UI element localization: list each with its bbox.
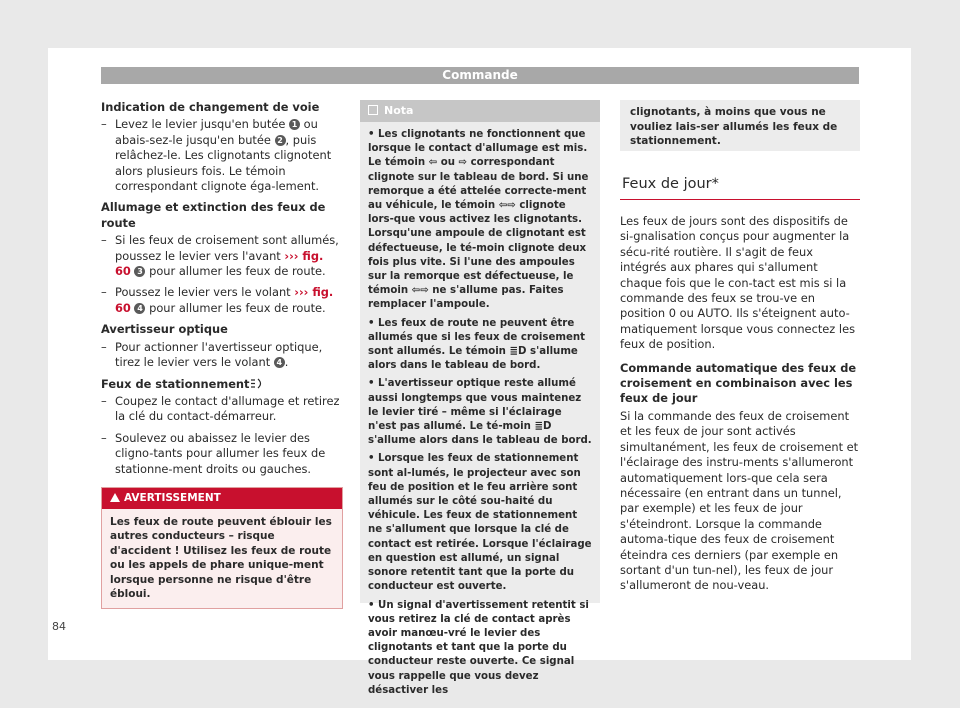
note-paragraph: • Lorsque les feux de stationnement sont al-lumés, le projecteur avec son feu de position et le feu arrière sont allumés sur le côté sou-haité du véhicule. Les feux de stationnement ne s'allument que lorsque la clé de contact est retirée. Lorsque l'éclairage en question est allumé, un signal sonore retentit tant que la porte du conducteur est ouverte. (368, 453, 592, 593)
parking-light-icon (250, 378, 264, 389)
column-left (101, 100, 343, 609)
list-dash: – (101, 285, 107, 300)
figure-reference-link[interactable]: ››› fig. 60 (115, 248, 324, 279)
warning-box (101, 487, 343, 609)
note-box (360, 100, 600, 696)
note-paragraph: • Un signal d'avertissement retentit si vous retirez la clé de contact après avoir manœu-vré le levier des clignotants et tant que la porte du conducteur reste ouverte. Ce signal vous rappelle que vous devez désactiver les (368, 599, 589, 696)
callout-number: 3 (134, 266, 145, 277)
warning-triangle-icon (110, 493, 120, 502)
callout-number: 4 (134, 303, 145, 314)
page-number: 84 (52, 620, 66, 633)
figure-reference-link[interactable]: ››› fig. 60 (115, 285, 334, 315)
text: , puis relâchez-le. Les clignotants clignotent alors plusieurs fois. Le témoin correspondant clignote éga-lement. (115, 132, 332, 194)
note-icon (368, 105, 378, 115)
list-dash: – (101, 430, 107, 445)
text: Pour actionner l'avertisseur optique, tirez le levier vers le volant (115, 339, 323, 370)
note-header (360, 100, 600, 122)
section-title-high-beam: Allumage et extinction des feux de route (101, 200, 326, 230)
list-dash: – (101, 339, 107, 354)
paragraph: Les feux de jours sont des dispositifs de si-gnalisation conçus pour augmenter la sécu-rité routière. Il s'agit de feux intégrés aux phares qui s'allument chaque fois que le con-tact est mis si la commande des feux se trou-ve en position 0 ou AUTO. Ils s'éteignent auto-matiquement lorsque vous connectez les feux de position. (620, 214, 856, 352)
subsection-title: Commande automatique des feux de croisement en combinaison avec les feux de jour (620, 360, 857, 406)
note-body (360, 122, 600, 708)
list-dash: – (101, 233, 107, 248)
list-item (101, 431, 343, 477)
list-item (101, 394, 343, 425)
text: Feux de stationnement (101, 376, 250, 391)
section-title-daytime-lights: Feux de jour* (620, 175, 860, 200)
list-item (101, 285, 343, 316)
list-item (101, 340, 343, 371)
note-continuation: clignotants, à moins que vous ne vouliez lais-ser allumés les feux de stationnement. (620, 100, 860, 151)
callout-number: 1 (289, 119, 300, 130)
note-paragraph: • Les clignotants ne fonctionnent que lorsque le contact d'allumage est mis. Le témoin ⇦ ou ⇨ correspondant clignote sur le tableau de bord. Si une remorque a été attelée correcte-ment au véhicule, le témoin ⇦⇨ clignote lors-que vous activez les clignotants. Lorsqu'une ampoule de clignotant est défectueuse, le té-moin clignote deux fois plus vite. Si l'une des ampoules sur la remorque est défectueuse, le témoin ⇦⇨ ne s'allume pas. Faites remplacer l'ampoule. (368, 129, 589, 311)
warning-header (102, 488, 342, 509)
text: ou abais-sez-le jusqu'en butée (115, 117, 318, 147)
note-paragraph: • Les feux de route ne peuvent être allumés que si les feux de croisement sont allumés. Le témoin ≣D s'allume alors dans le tableau de bord. (368, 317, 585, 372)
note-title: Nota (384, 104, 414, 117)
section-title-turn-signal: Indication de changement de voie (101, 100, 320, 114)
text: Soulevez ou abaissez le levier des cligno-tants pour allumer les feux de stationne-ment droits ou gauches. (115, 430, 326, 476)
section-title-parking-lights (101, 377, 343, 392)
list-dash: – (101, 393, 107, 408)
callout-number: 4 (274, 357, 285, 368)
text: pour allumer les feux de route. (145, 264, 326, 279)
column-right (620, 100, 860, 594)
text: Si les feux de croisement sont allumés, poussez le levier vers l'avant (115, 233, 339, 263)
section-title-flasher: Avertisseur optique (101, 322, 228, 337)
warning-text: Les feux de route peuvent éblouir les autres conducteurs – risque d'accident ! Utilisez les feux de route ou les appels de phare unique-ment lorsque personne ne risque d'être ébloui. (110, 515, 332, 601)
text: Levez le levier jusqu'en butée (115, 117, 289, 132)
list-dash: – (101, 117, 107, 132)
text: . (284, 355, 289, 370)
column-middle (360, 100, 600, 696)
note-paragraph: • L'avertisseur optique reste allumé aussi longtemps que vous maintenez le levier tiré – même si l'éclairage n'est pas allumé. Le té-moin ≣D s'allume alors dans le tableau de bord. (368, 378, 592, 447)
text: pour allumer les feux de route. (145, 300, 326, 315)
warning-title: AVERTISSEMENT (124, 491, 221, 504)
text: Coupez le contact d'allumage et retirez la clé du contact-démarreur. (115, 393, 340, 424)
list-item (101, 117, 343, 194)
text: Poussez le levier vers le volant (115, 285, 295, 300)
paragraph: Si la commande des feux de croisement et les feux de jour sont activés simultanément, les feux de croisement et l'éclairage des instru-ments s'allumeront automatiquement lors-que cela sera nécessaire (en entrant dans un tunnel, par exemple) et les feux de jour s'éteindront. Lorsque la commande automa-tique des feux de croisement éteindra ces derniers (par exemple en sortant d'un tun-nel), les feux de jour s'allumeront de nou-veau. (620, 408, 859, 593)
callout-number: 2 (275, 135, 286, 146)
page-header: Commande (101, 67, 859, 84)
list-item (101, 233, 343, 279)
